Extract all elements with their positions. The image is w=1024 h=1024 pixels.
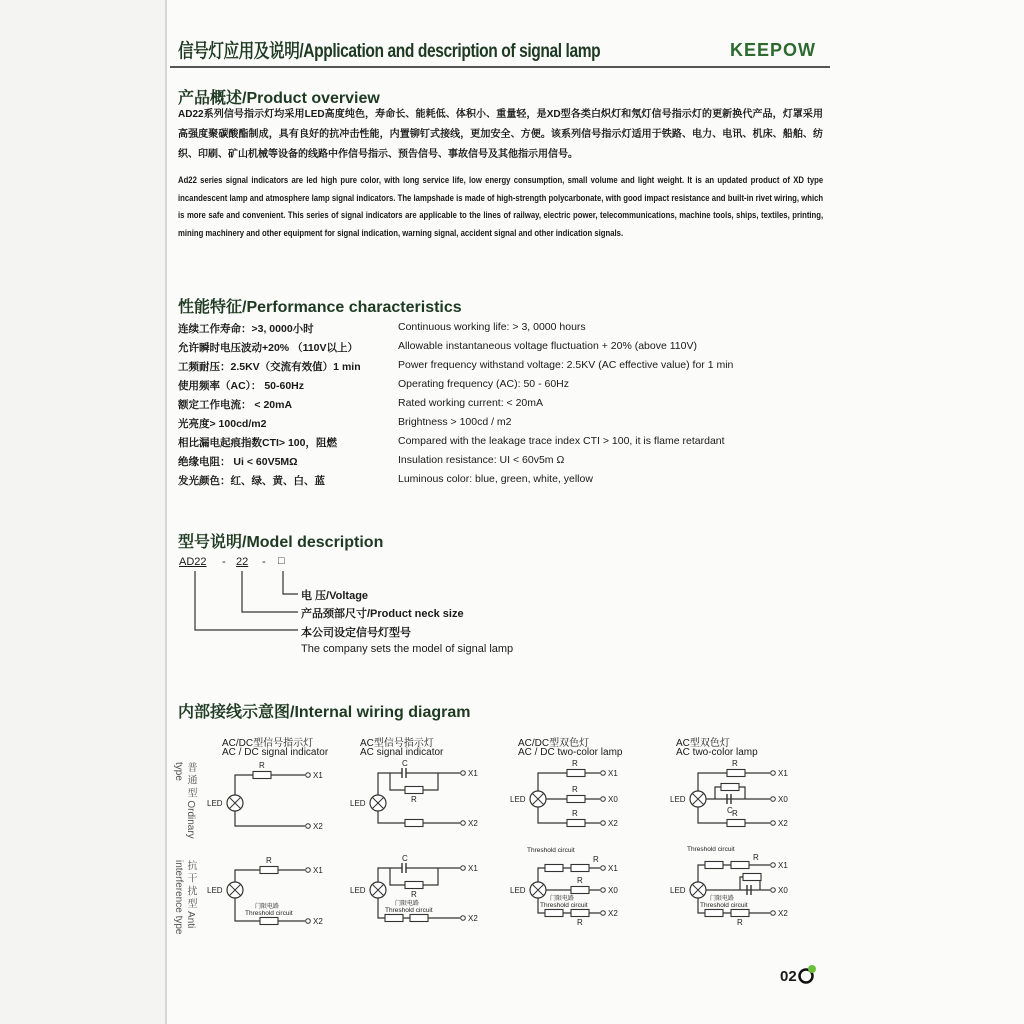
spec-en: Luminous color: blue, green, white, yellow <box>398 473 593 485</box>
model-voltage-label: 电 压/Voltage <box>301 590 369 602</box>
label-th_zh: 门限电路 <box>395 901 420 907</box>
resistor-symbol <box>410 915 428 922</box>
spec-en: Compared with the leakage trace index CTI > 100, it is flame retardant <box>398 435 725 447</box>
resistor-symbol <box>571 910 589 917</box>
resistor-symbol <box>567 796 585 803</box>
resistor-symbol <box>260 918 278 925</box>
label-X0: X0 <box>608 795 618 804</box>
label-X2: X2 <box>468 819 478 828</box>
label-X2: X2 <box>313 822 323 831</box>
resistor-symbol <box>731 862 749 869</box>
wiring-diagram-anti-4 <box>665 846 795 935</box>
label-C: C <box>402 759 408 768</box>
label-LED: LED <box>207 886 223 895</box>
wiring-diagram-ordinary-3 <box>505 760 635 840</box>
label-th_en: Threshold circuit <box>687 846 735 853</box>
diagram-title-zh: AC/DC型信号指示灯 <box>222 738 314 749</box>
model-sep: - <box>222 556 226 568</box>
led-lamp-icon <box>227 882 243 898</box>
label-LED: LED <box>350 886 366 895</box>
resistor-symbol <box>405 882 423 889</box>
spec-zh: 光亮度> 100cd/m2 <box>178 418 267 430</box>
resistor-symbol <box>405 787 423 794</box>
model-leader-lines <box>170 565 310 635</box>
label-R: R <box>577 918 583 927</box>
resistor-symbol <box>545 910 563 917</box>
label-R: R <box>266 856 272 865</box>
model-code-series: AD22 <box>179 556 207 568</box>
overview-en-paragraph: Ad22 series signal indicators are led high pure color, with long service life, low energy consumption, small volume and light weight. It is an updated product of XD type incandescent lamp and atmosphere lamp signal indicators. The lampshade is made of high-strength polycarbonate, with good impact resistance and built-in rivet wiring, which is more safe and convenient. This series of signal indicators are applicable to the lines of railway, electric power, telecommunications, machine tools, ships, textiles, printing, mining machinery and other equipment for signal indication, warning signal, accident signal and other indication signals. <box>178 175 824 238</box>
label-X2: X2 <box>608 819 618 828</box>
label-X2: X2 <box>313 917 323 926</box>
label-LED: LED <box>207 799 223 808</box>
model-code-neck: 22 <box>236 556 249 568</box>
diagram-title-en: AC / DC signal indicator <box>222 747 329 758</box>
model-heading: 型号说明/Model description <box>178 534 384 551</box>
spec-zh: 绝缘电阻： Ui < 60V5MΩ <box>178 456 298 468</box>
spec-en: Power frequency withstand voltage: 2.5KV (AC effective value) for 1 min <box>398 359 734 371</box>
resistor-symbol <box>721 784 739 791</box>
diagram-title-en: AC signal indicator <box>360 747 444 758</box>
spec-en: Allowable instantaneous voltage fluctuation + 20% (above 110V) <box>398 340 697 352</box>
label-X2: X2 <box>468 914 478 923</box>
resistor-symbol <box>567 770 585 777</box>
spec-zh: 相比漏电起痕指数CTI> 100，阻燃 <box>178 437 337 449</box>
label-X2: X2 <box>778 819 788 828</box>
page-number: 02 <box>780 968 797 985</box>
label-C: C <box>727 806 733 815</box>
label-LED: LED <box>510 795 526 804</box>
label-X1: X1 <box>313 771 323 780</box>
led-lamp-icon <box>530 882 546 898</box>
label-X1: X1 <box>778 861 788 870</box>
label-th_zh: 门限电路 <box>550 896 575 902</box>
resistor-symbol <box>405 820 423 827</box>
label-th_en: Threshold circuit <box>540 902 588 909</box>
label-R: R <box>732 759 738 768</box>
label-X0: X0 <box>608 886 618 895</box>
led-lamp-icon <box>690 882 706 898</box>
resistor-symbol <box>727 770 745 777</box>
label-R: R <box>732 809 738 818</box>
model-company-zh: 本公司设定信号灯型号 <box>301 627 411 639</box>
wiring-heading: 内部接线示意图/Internal wiring diagram <box>178 704 471 721</box>
resistor-symbol <box>705 862 723 869</box>
diagram-title-zh: AC型双色灯 <box>676 738 730 749</box>
resistor-symbol <box>260 867 278 874</box>
row-label-ordinary: 普 通 型 Ordinary type <box>173 762 196 839</box>
label-R: R <box>577 876 583 885</box>
resistor-symbol <box>571 865 589 872</box>
label-th_zh: 门限电路 <box>255 904 280 910</box>
spec-en: Continuous working life: > 3, 0000 hours <box>398 321 586 333</box>
label-R: R <box>572 809 578 818</box>
diagram-title-zh: AC/DC型双色灯 <box>518 738 590 749</box>
label-X0: X0 <box>778 795 788 804</box>
model-company-en: The company sets the model of signal lamp <box>301 643 514 655</box>
brand-logo: KEEPOW <box>730 40 817 60</box>
resistor-symbol <box>253 772 271 779</box>
label-X1: X1 <box>778 769 788 778</box>
spec-zh: 允许瞬时电压波动+20% （110V以上） <box>178 342 359 354</box>
led-lamp-icon <box>690 791 706 807</box>
model-code-voltage: □ <box>278 555 285 567</box>
label-R: R <box>737 918 743 927</box>
label-C: C <box>402 854 408 863</box>
wiring-diagram-ordinary-1 <box>205 760 335 840</box>
wiring-diagram-anti-3 <box>505 847 635 935</box>
label-X1: X1 <box>313 866 323 875</box>
led-lamp-icon <box>530 791 546 807</box>
resistor-symbol <box>545 865 563 872</box>
label-R: R <box>411 795 417 804</box>
diagram-title-en: AC / DC two-color lamp <box>518 747 623 758</box>
led-lamp-icon <box>227 795 243 811</box>
header-divider <box>170 66 830 68</box>
overview-zh-paragraph: AD22系列信号指示灯均采用LED高度纯色，寿命长、能耗低、体积小、重量轻，是XD型各类白炽灯和氖灯信号指示灯的更新换代产品，灯罩采用高强度聚碳酸酯制成，具有良好的抗冲击性能，内置铆钉式接线，更加安全、方便。该系列信号指示灯适用于铁路、电力、电讯、机床、船舶、纺织、印刷、矿山机械等设备的线路中作信号指示、预告信号、事故信号及其他指示用信号。 <box>178 109 823 160</box>
page-title: 信号灯应用及说明/Application and description of signal lamp <box>178 41 601 62</box>
label-LED: LED <box>510 886 526 895</box>
spec-en: Operating frequency (AC): 50 - 60Hz <box>398 378 569 390</box>
row-label-anti: 抗 干 扰 型 Anti interference type <box>173 860 196 935</box>
led-lamp-icon <box>370 882 386 898</box>
label-X1: X1 <box>608 769 618 778</box>
resistor-symbol <box>385 915 403 922</box>
page-number-ornament <box>797 963 819 985</box>
label-R: R <box>259 761 265 770</box>
spec-en: Insulation resistance: UI < 60v5m Ω <box>398 454 565 466</box>
label-th_en: Threshold circuit <box>245 910 293 917</box>
label-th_en: Threshold circuit <box>700 902 748 909</box>
diagram-title-zh: AC型信号指示灯 <box>360 738 434 749</box>
label-LED: LED <box>670 886 686 895</box>
performance-heading: 性能特征/Performance characteristics <box>178 299 462 316</box>
spec-zh: 工频耐压：2.5KV（交流有效值）1 min <box>178 361 361 373</box>
diagram-title-en: AC two-color lamp <box>676 747 758 758</box>
spec-zh: 连续工作寿命：>3, 0000小时 <box>178 323 314 335</box>
overview-heading: 产品概述/Product overview <box>178 90 380 107</box>
label-R: R <box>411 890 417 899</box>
spec-zh: 使用频率（AC）： 50-60Hz <box>178 380 305 392</box>
label-th_zh: 门限电路 <box>710 896 735 902</box>
label-X1: X1 <box>608 864 618 873</box>
led-lamp-icon <box>370 795 386 811</box>
spec-zh: 额定工作电流： < 20mA <box>178 399 293 411</box>
label-X2: X2 <box>608 909 618 918</box>
model-sep: - <box>262 556 266 568</box>
wiring-diagram-ordinary-4 <box>665 760 795 840</box>
label-X1: X1 <box>468 864 478 873</box>
resistor-symbol <box>571 887 589 894</box>
resistor-symbol <box>743 874 761 881</box>
model-neck-label: 产品颈部尺寸/Product neck size <box>301 608 464 620</box>
label-R: R <box>572 759 578 768</box>
wiring-diagram-anti-2 <box>350 855 480 935</box>
spec-zh: 发光颜色：红、绿、黄、白、蓝 <box>178 475 325 487</box>
label-X1: X1 <box>468 769 478 778</box>
label-R: R <box>593 855 599 864</box>
label-th_en: Threshold circuit <box>385 907 433 914</box>
label-X2: X2 <box>778 909 788 918</box>
resistor-symbol <box>731 910 749 917</box>
resistor-symbol <box>727 820 745 827</box>
label-X0: X0 <box>778 886 788 895</box>
label-LED: LED <box>350 799 366 808</box>
label-th_en: Threshold circuit <box>527 847 575 854</box>
label-LED: LED <box>670 795 686 804</box>
label-R: R <box>753 853 759 862</box>
wiring-diagram-anti-1 <box>205 855 335 935</box>
spec-en: Brightness > 100cd / m2 <box>398 416 512 428</box>
wiring-diagram-ordinary-2 <box>350 760 480 840</box>
spec-en: Rated working current: < 20mA <box>398 397 544 409</box>
label-R: R <box>572 785 578 794</box>
resistor-symbol <box>705 910 723 917</box>
resistor-symbol <box>567 820 585 827</box>
